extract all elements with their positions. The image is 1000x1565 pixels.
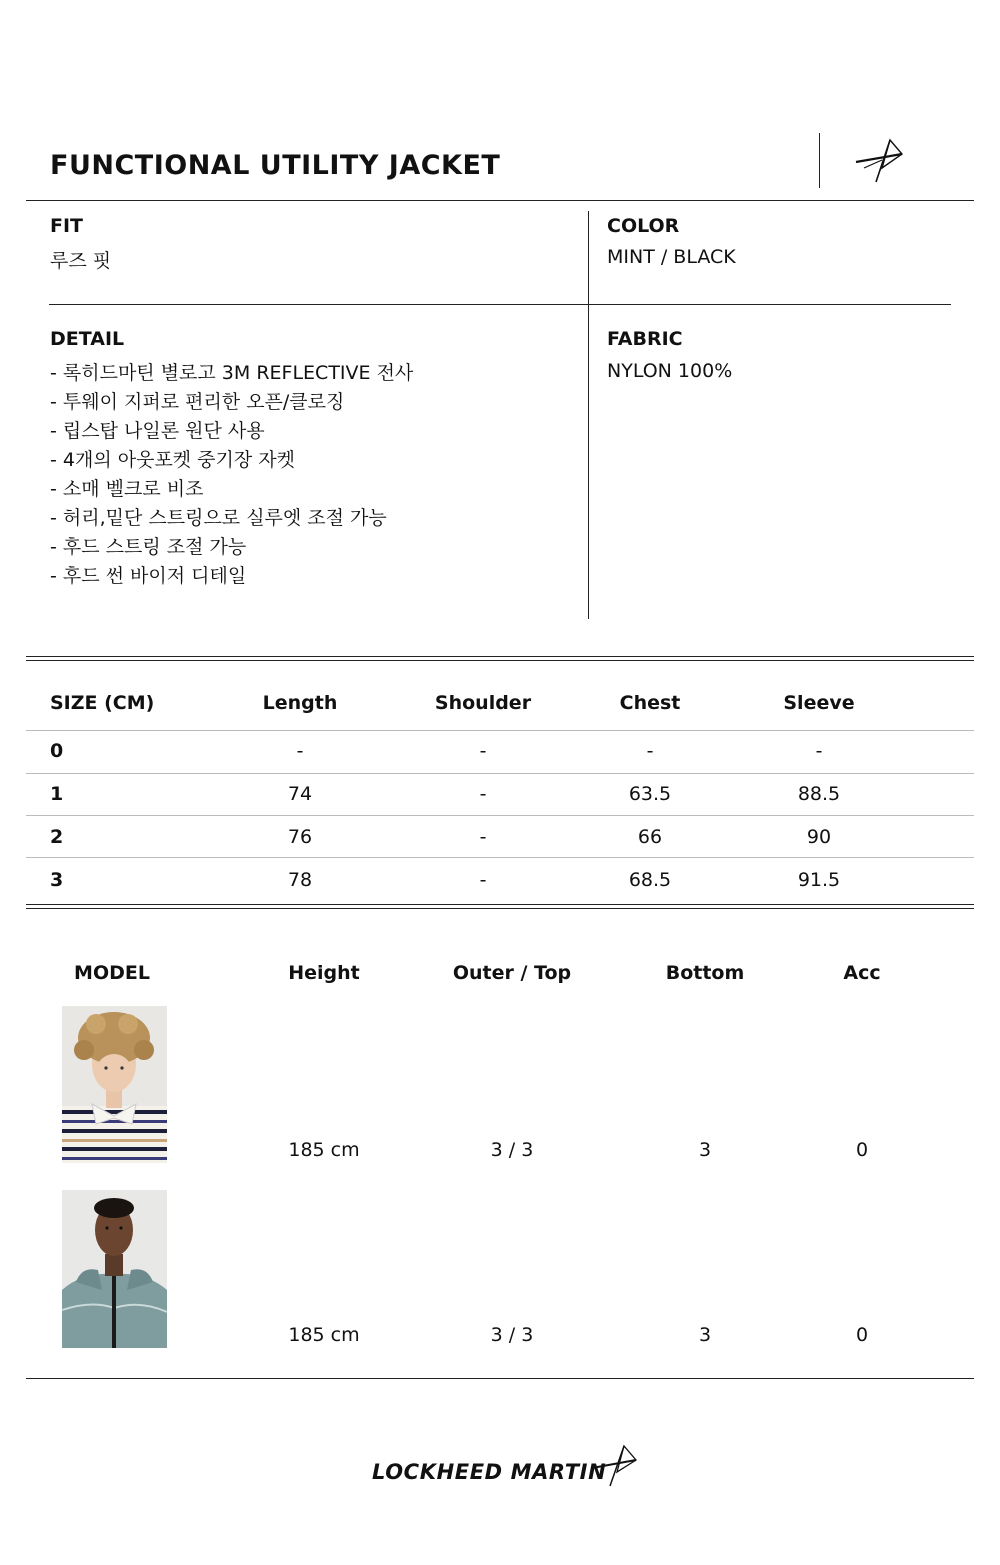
size-cell: - bbox=[646, 740, 654, 762]
size-row-rule bbox=[26, 773, 974, 774]
size-row-label: 0 bbox=[50, 740, 64, 762]
size-row-rule bbox=[26, 815, 974, 816]
size-table-top-rule-2 bbox=[26, 660, 974, 661]
size-cell: 66 bbox=[637, 826, 663, 848]
size-cell: - bbox=[479, 740, 487, 762]
size-cell: 63.5 bbox=[628, 783, 672, 805]
model-header-outer-top: Outer / Top bbox=[452, 962, 572, 984]
size-table-bottom-rule-2 bbox=[26, 908, 974, 909]
model-acc: 0 bbox=[855, 1139, 869, 1161]
size-cell: 74 bbox=[287, 783, 313, 805]
product-title: FUNCTIONAL UTILITY JACKET bbox=[50, 150, 501, 181]
model-photo bbox=[62, 1006, 167, 1163]
size-cell: 90 bbox=[806, 826, 832, 848]
model-header-bottom: Bottom bbox=[665, 962, 745, 984]
header-divider bbox=[819, 133, 820, 188]
model-height: 185 cm bbox=[288, 1139, 360, 1161]
detail-item: - 후드 썬 바이저 디테일 bbox=[50, 565, 247, 587]
size-table-top-rule bbox=[26, 656, 974, 657]
detail-label: DETAIL bbox=[50, 328, 125, 350]
color-value: MINT / BLACK bbox=[607, 246, 736, 268]
size-cell: 88.5 bbox=[797, 783, 841, 805]
fabric-label: FABRIC bbox=[607, 328, 683, 350]
size-cell: - bbox=[815, 740, 823, 762]
model-bottom: 3 bbox=[698, 1139, 712, 1161]
star-icon bbox=[852, 138, 906, 184]
detail-item: - 립스탑 나일론 원단 사용 bbox=[50, 420, 265, 442]
model-height: 185 cm bbox=[288, 1324, 360, 1346]
model-header-model: MODEL bbox=[74, 962, 150, 984]
header-rule bbox=[26, 200, 974, 201]
model-outer-top: 3 / 3 bbox=[490, 1324, 534, 1346]
model-header-height: Height bbox=[288, 962, 360, 984]
brand-logo-text: LOCKHEED MARTIN bbox=[372, 1460, 607, 1484]
size-cell: 91.5 bbox=[797, 869, 841, 891]
size-header-shoulder: Shoulder bbox=[434, 692, 532, 714]
size-header-sleeve: Sleeve bbox=[783, 692, 855, 714]
size-cell: - bbox=[479, 826, 487, 848]
size-row-label: 1 bbox=[50, 783, 64, 805]
size-table-bottom-rule bbox=[26, 904, 974, 905]
info-divider-vertical bbox=[588, 211, 589, 619]
size-header-chest: Chest bbox=[619, 692, 681, 714]
fabric-value: NYLON 100% bbox=[607, 360, 733, 382]
size-row-rule bbox=[26, 857, 974, 858]
model-bottom: 3 bbox=[698, 1324, 712, 1346]
model-acc: 0 bbox=[855, 1324, 869, 1346]
info-divider-horizontal bbox=[49, 304, 951, 305]
color-label: COLOR bbox=[607, 215, 680, 237]
model-table-bottom-rule bbox=[26, 1378, 974, 1379]
size-cell: - bbox=[479, 783, 487, 805]
brand-star-icon bbox=[590, 1444, 638, 1488]
detail-item: - 후드 스트링 조절 가능 bbox=[50, 536, 247, 558]
fit-label: FIT bbox=[50, 215, 84, 237]
size-cell: 78 bbox=[287, 869, 313, 891]
detail-item: - 4개의 아웃포켓 중기장 자켓 bbox=[50, 449, 295, 471]
size-header-rule bbox=[26, 730, 974, 731]
size-cell: 76 bbox=[287, 826, 313, 848]
size-row-label: 3 bbox=[50, 869, 64, 891]
size-header-size: SIZE (CM) bbox=[50, 692, 155, 714]
size-cell: 68.5 bbox=[628, 869, 672, 891]
size-cell: - bbox=[479, 869, 487, 891]
size-header-length: Length bbox=[262, 692, 338, 714]
model-photo bbox=[62, 1190, 167, 1348]
model-header-acc: Acc bbox=[843, 962, 881, 984]
size-cell: - bbox=[296, 740, 304, 762]
detail-item: - 투웨이 지퍼로 편리한 오픈/클로징 bbox=[50, 391, 345, 413]
model-outer-top: 3 / 3 bbox=[490, 1139, 534, 1161]
detail-item: - 록히드마틴 별로고 3M REFLECTIVE 전사 bbox=[50, 362, 414, 384]
detail-item: - 소매 벨크로 비조 bbox=[50, 478, 204, 500]
detail-item: - 허리,밑단 스트링으로 실루엣 조절 가능 bbox=[50, 507, 387, 529]
fit-value: 루즈 핏 bbox=[50, 250, 112, 272]
size-row-label: 2 bbox=[50, 826, 64, 848]
detail-list bbox=[50, 360, 413, 592]
